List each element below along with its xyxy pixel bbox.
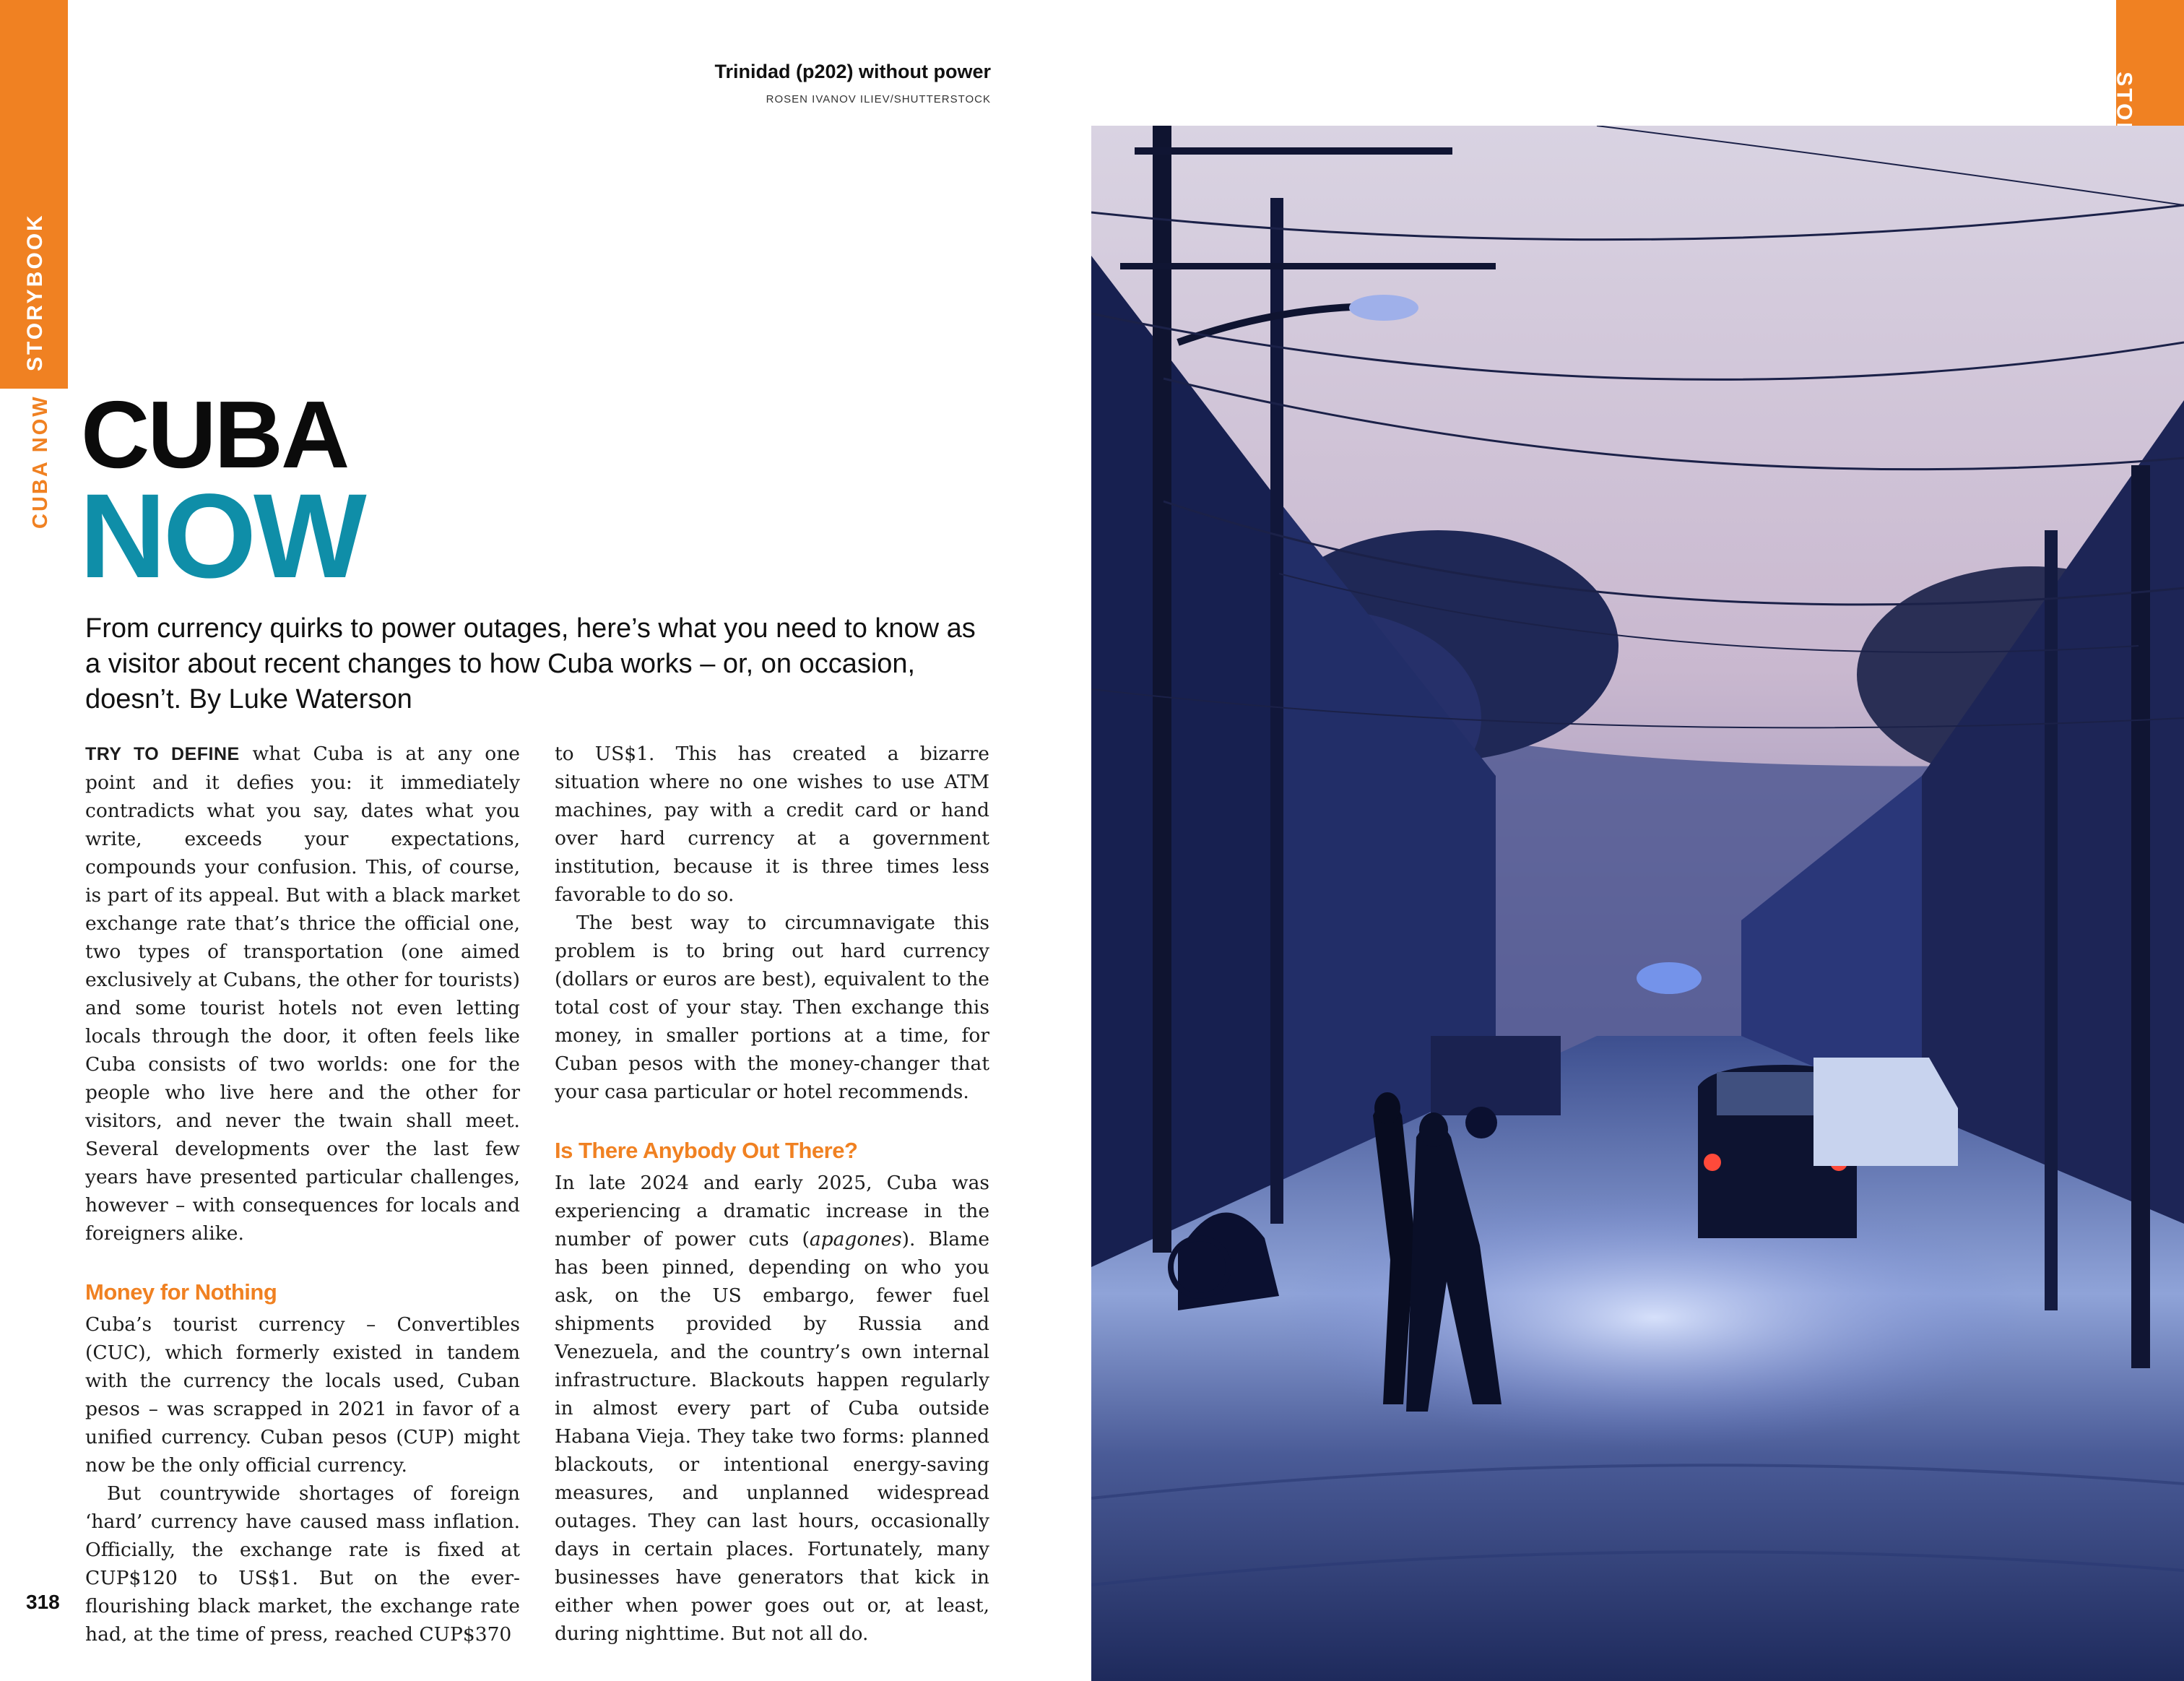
body-column-2 <box>555 740 989 1648</box>
emphasis-text: apagones <box>809 1228 902 1250</box>
headline-line-2: NOW <box>79 470 364 603</box>
section-label: CUBA NOW <box>29 394 52 529</box>
body-paragraph <box>555 1169 989 1648</box>
photo-caption <box>506 61 991 105</box>
body-paragraph: Cuba’s tourist currency – Convertibles (CUC), which formerly existed in tandem with the currency the locals used, Cuban pesos – was scrapped in 2021 in favor of a unified currency. Cuban pesos (CUP) might now be the only official currency. <box>85 1313 520 1477</box>
storybook-tab-left <box>0 0 68 389</box>
subheading: Is There Anybody Out There? <box>555 1138 858 1163</box>
street-photo <box>1091 126 2184 1681</box>
body-column-1 <box>85 740 520 1648</box>
paragraph-text: ). Blame has been pinned, depending on who you ask, on the US embargo, fewer fuel shipments provided by Russia and Venezuela, and the country’s own internal infrastructure. Blackouts happen regularly in almost every part of Cuba outside Habana Vieja. They take two forms: planned blackouts, or intentional energy-saving measures, and unplanned widespread outages. They can last hours, occasionally days in certain places. Fortunately, many businesses have generators that kick in either when power goes out or, at least, during nighttime. But not all do. <box>555 1228 990 1645</box>
intro-standfirst: From currency quirks to power outages, here’s what you need to know as a visitor about recent changes to how Cuba works – or, on occasion, doesn’t. By Luke Waterson <box>85 613 976 714</box>
body-paragraph: But countrywide shortages of foreign ‘hard’ currency have caused mass inflation. Officially, the exchange rate is fixed at CUP$120 to US$1. But on the ever-flourishing black market, the exchange rate had, at the time of press, reached CUP$370 <box>85 1482 520 1646</box>
caption-title: Trinidad (p202) without power <box>714 61 991 82</box>
lead-in: TRY TO DEFINE <box>85 744 240 764</box>
photo-credit: ROSEN IVANOV ILIEV/SHUTTERSTOCK <box>766 93 991 105</box>
body-paragraph <box>85 740 520 1248</box>
page-number: 318 <box>26 1591 60 1613</box>
headline-line-1: CUBA <box>81 381 348 488</box>
storybook-tab-label: STORYBOOK <box>23 213 47 371</box>
paragraph-text: what Cuba is at any one point and it defies you: it immediately contradicts what you say, dates what you write, exceeds your expectations, compounds your confusion. This, of course, is part of its appeal. But with a black market exchange rate that’s thrice the official one, two types of transportation (one aimed exclusively at Cubans, the other for tourists) and some tourist hotels not even letting locals through the door, it often feels like Cuba consists of two worlds: one for the people who live here and the other for visitors, and never the twain shall meet. Several developments over the last few years have presented particular challenges, however – with consequences for locals and foreigners alike. <box>85 743 520 1245</box>
body-paragraph: The best way to circumnavigate this problem is to bring out hard currency (dollars or euros are best), equivalent to the total cost of your stay. Then exchange this money, in smaller portions at a time, for Cuban pesos with the money-changer that your casa particular or hotel recommends. <box>555 912 989 1103</box>
body-paragraph: to US$1. This has created a bizarre situation where no one wishes to use ATM machines, pay with a credit card or hand over hard currency at a government institution, because it is three times less favorable to do so. <box>555 743 989 906</box>
subheading: Money for Nothing <box>85 1279 277 1305</box>
paragraph-text: In late 2024 and early 2025, Cuba was experiencing a dramatic increase in the number of power cuts ( <box>555 1172 989 1250</box>
